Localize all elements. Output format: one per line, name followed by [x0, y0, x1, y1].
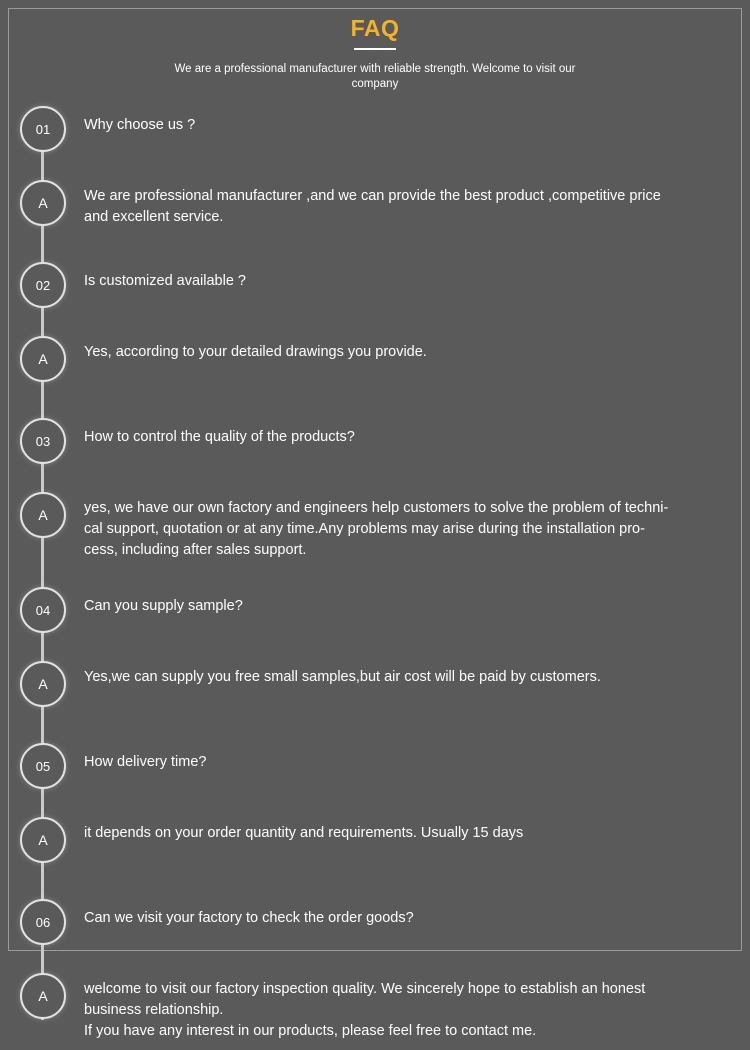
question-number-badge: 04 — [20, 587, 66, 633]
answer-line: welcome to visit our factory inspection quality. We sincerely hope to establish an honest — [84, 981, 646, 997]
subtitle-line-2: our company — [351, 63, 576, 90]
subtitle-line-1: We are a professional manufacturer with reliable strength. Welcome to visit — [174, 63, 556, 75]
answer-line: Yes, according to your detailed drawings you provide. — [84, 344, 427, 360]
faq-question-row[interactable] — [20, 743, 732, 807]
question-text: Is customized available ? — [84, 273, 246, 289]
answer-line: yes, we have our own factory and engineers help customers to solve the problem of techni- — [84, 500, 669, 516]
answer-badge: A — [20, 336, 66, 382]
question-text: How to control the quality of the products? — [84, 429, 355, 445]
faq-question-row[interactable] — [20, 899, 732, 963]
answer-badge: A — [20, 492, 66, 538]
answer-text — [84, 973, 645, 1042]
title-underline — [354, 48, 396, 50]
question-number-badge: 06 — [20, 899, 66, 945]
answer-text — [84, 492, 668, 561]
answer-line: Yes,we can supply you free small samples,but air cost will be paid by customers. — [84, 669, 601, 685]
faq-question-row[interactable] — [20, 106, 732, 170]
faq-question-row[interactable] — [20, 262, 732, 326]
question-number-badge: 05 — [20, 743, 66, 789]
question-text: Why choose us ? — [84, 117, 196, 133]
page-subtitle — [160, 62, 590, 92]
page-header — [0, 0, 750, 92]
answer-line: business relationship. — [84, 1002, 224, 1018]
answer-line: and excellent service. — [84, 209, 224, 225]
answer-line: cal support, quotation or at any time.Any problems may arise during the installation pro- — [84, 521, 645, 537]
answer-text — [84, 817, 523, 844]
answer-badge: A — [20, 180, 66, 226]
question-text: Can you supply sample? — [84, 598, 243, 614]
answer-line: it depends on your order quantity and requirements. Usually 15 days — [84, 825, 524, 841]
answer-line: We are professional manufacturer ,and we can provide the best product ,competitive price — [84, 188, 661, 204]
answer-text — [84, 661, 601, 688]
timeline-spine — [41, 120, 44, 1020]
answer-text — [84, 336, 427, 363]
faq-answer-row — [20, 817, 732, 881]
page-title: FAQ — [350, 15, 400, 41]
faq-answer-row — [20, 492, 732, 569]
answer-line: cess, including after sales support. — [84, 542, 307, 558]
answer-text — [84, 180, 661, 228]
faq-answer-row — [20, 973, 732, 1050]
question-number-badge: 03 — [20, 418, 66, 464]
faq-question-row[interactable] — [20, 587, 732, 651]
answer-badge: A — [20, 661, 66, 707]
question-number-badge: 02 — [20, 262, 66, 308]
faq-answer-row — [20, 336, 732, 400]
question-number-badge: 01 — [20, 106, 66, 152]
answer-badge: A — [20, 817, 66, 863]
answer-badge: A — [20, 973, 66, 1019]
faq-answer-row — [20, 180, 732, 244]
faq-list — [0, 106, 750, 1050]
faq-answer-row — [20, 661, 732, 725]
faq-question-row[interactable] — [20, 418, 732, 482]
answer-line: If you have any interest in our products, please feel free to contact me. — [84, 1023, 537, 1039]
question-text: Can we visit your factory to check the order goods? — [84, 910, 414, 926]
question-text: How delivery time? — [84, 754, 207, 770]
